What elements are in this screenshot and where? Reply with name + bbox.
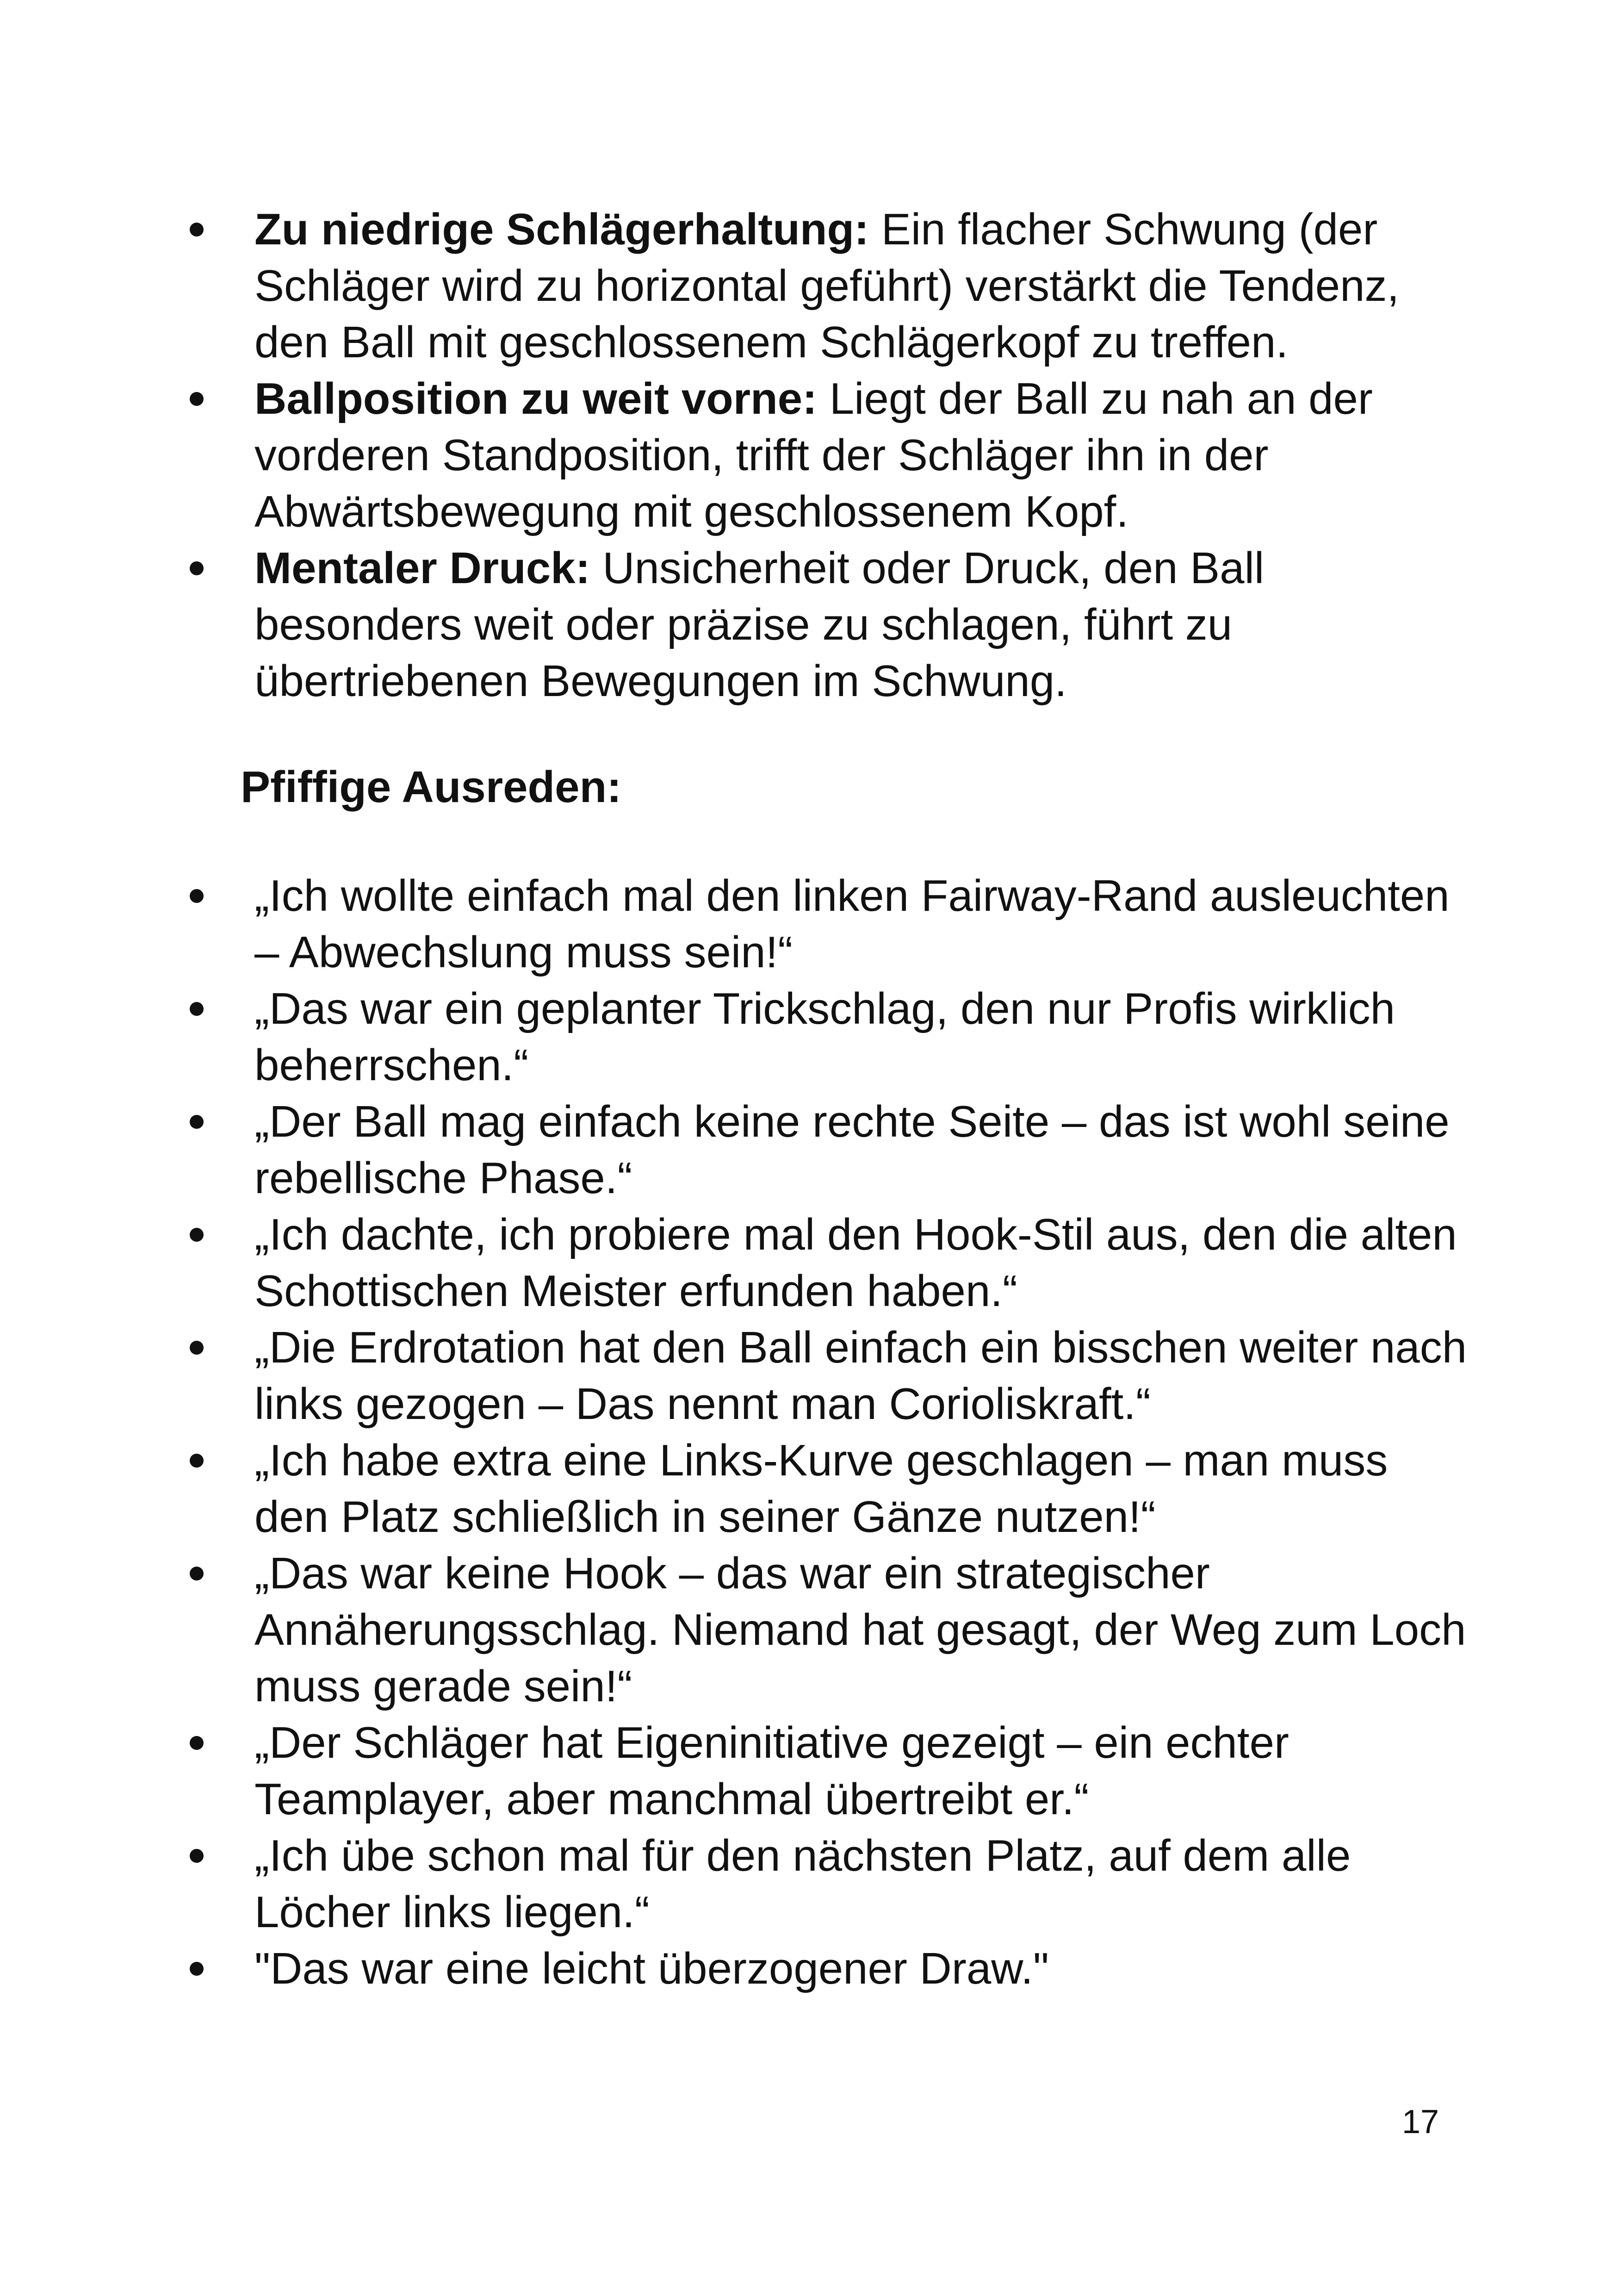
bullet-icon: [183, 371, 211, 427]
list-item: [183, 1941, 1469, 1997]
item-text: "Das war eine leicht überzogener Draw.": [254, 1944, 1049, 1993]
bullet-icon: [183, 1545, 211, 1602]
item-text: „Das war ein geplanter Trickschlag, den nur Profis wirklich beherrschen.“: [254, 984, 1395, 1090]
item-text: „Der Ball mag einfach keine rechte Seite – das ist wohl seine rebellische Phase.“: [254, 1097, 1450, 1203]
item-text: Unsicherheit oder Druck, den Ball besonders weit oder präzise zu schlagen, führt zu übertriebenen Bewegungen im Schwung.: [254, 543, 1265, 706]
list-item: [183, 1319, 1469, 1432]
item-text: Ein flacher Schwung (der Schläger wird zu horizontal geführt) verstärkt die Tendenz, den Ball mit geschlossenem Schlägerkopf zu treffen.: [254, 205, 1400, 367]
list-item: [183, 1432, 1469, 1545]
bullet-icon: [183, 1828, 211, 1884]
bullet-icon: [183, 868, 211, 924]
bullet-icon: [183, 1319, 211, 1376]
list-item: [183, 981, 1469, 1094]
item-text: „Der Schläger hat Eigeninitiative gezeigt – ein echter Teamplayer, aber manchmal übertreibt er.“: [254, 1718, 1289, 1824]
item-text: „Ich übe schon mal für den nächsten Platz, auf dem alle Löcher links liegen.“: [254, 1831, 1351, 1937]
section-heading: Pfiffige Ausreden:: [241, 762, 622, 812]
item-text: „Ich dachte, ich probiere mal den Hook-Stil aus, den die alten Schottischen Meister erfunden haben.“: [254, 1210, 1457, 1316]
item-text: „Ich wollte einfach mal den linken Fairway-Rand ausleuchten – Abwechslung muss sein!“: [254, 871, 1450, 977]
bullet-icon: [183, 1432, 211, 1489]
list-item: [183, 1828, 1469, 1941]
excuses-list: [183, 868, 1469, 1997]
list-item: [183, 868, 1469, 981]
item-text: „Die Erdrotation hat den Ball einfach ein bisschen weiter nach links gezogen – Das nennt man Corioliskraft.“: [254, 1323, 1467, 1429]
list-item: [183, 1545, 1469, 1715]
item-text: Liegt der Ball zu nah an der vorderen Standposition, trifft der Schläger ihn in der Abwärtsbewegung mit geschlossenem Kopf.: [254, 374, 1373, 536]
item-term: Mentaler Druck:: [254, 543, 590, 593]
item-text: „Das war keine Hook – das war ein strategischer Annäherungsschlag. Niemand hat gesagt, der Weg zum Loch muss gerade sein!“: [254, 1549, 1466, 1711]
bullet-icon: [183, 201, 211, 258]
bullet-icon: [183, 1094, 211, 1150]
list-item: [183, 201, 1469, 371]
list-item: [183, 1094, 1469, 1207]
bullet-icon: [183, 1715, 211, 1771]
item-term: Ballposition zu weit vorne:: [254, 374, 818, 423]
list-item: [183, 371, 1469, 540]
item-text: „Ich habe extra eine Links-Kurve geschlagen – man muss den Platz schließlich in seiner Gänze nutzen!“: [254, 1436, 1388, 1542]
bullet-icon: [183, 1941, 211, 1997]
bullet-icon: [183, 540, 211, 597]
page-number: 17: [1402, 2103, 1439, 2140]
list-item: [183, 540, 1469, 709]
bullet-icon: [183, 981, 211, 1037]
bullet-icon: [183, 1207, 211, 1263]
item-term: Zu niedrige Schlägerhaltung:: [254, 205, 869, 254]
causes-list: [183, 201, 1469, 709]
list-item: [183, 1207, 1469, 1319]
list-item: [183, 1715, 1469, 1828]
